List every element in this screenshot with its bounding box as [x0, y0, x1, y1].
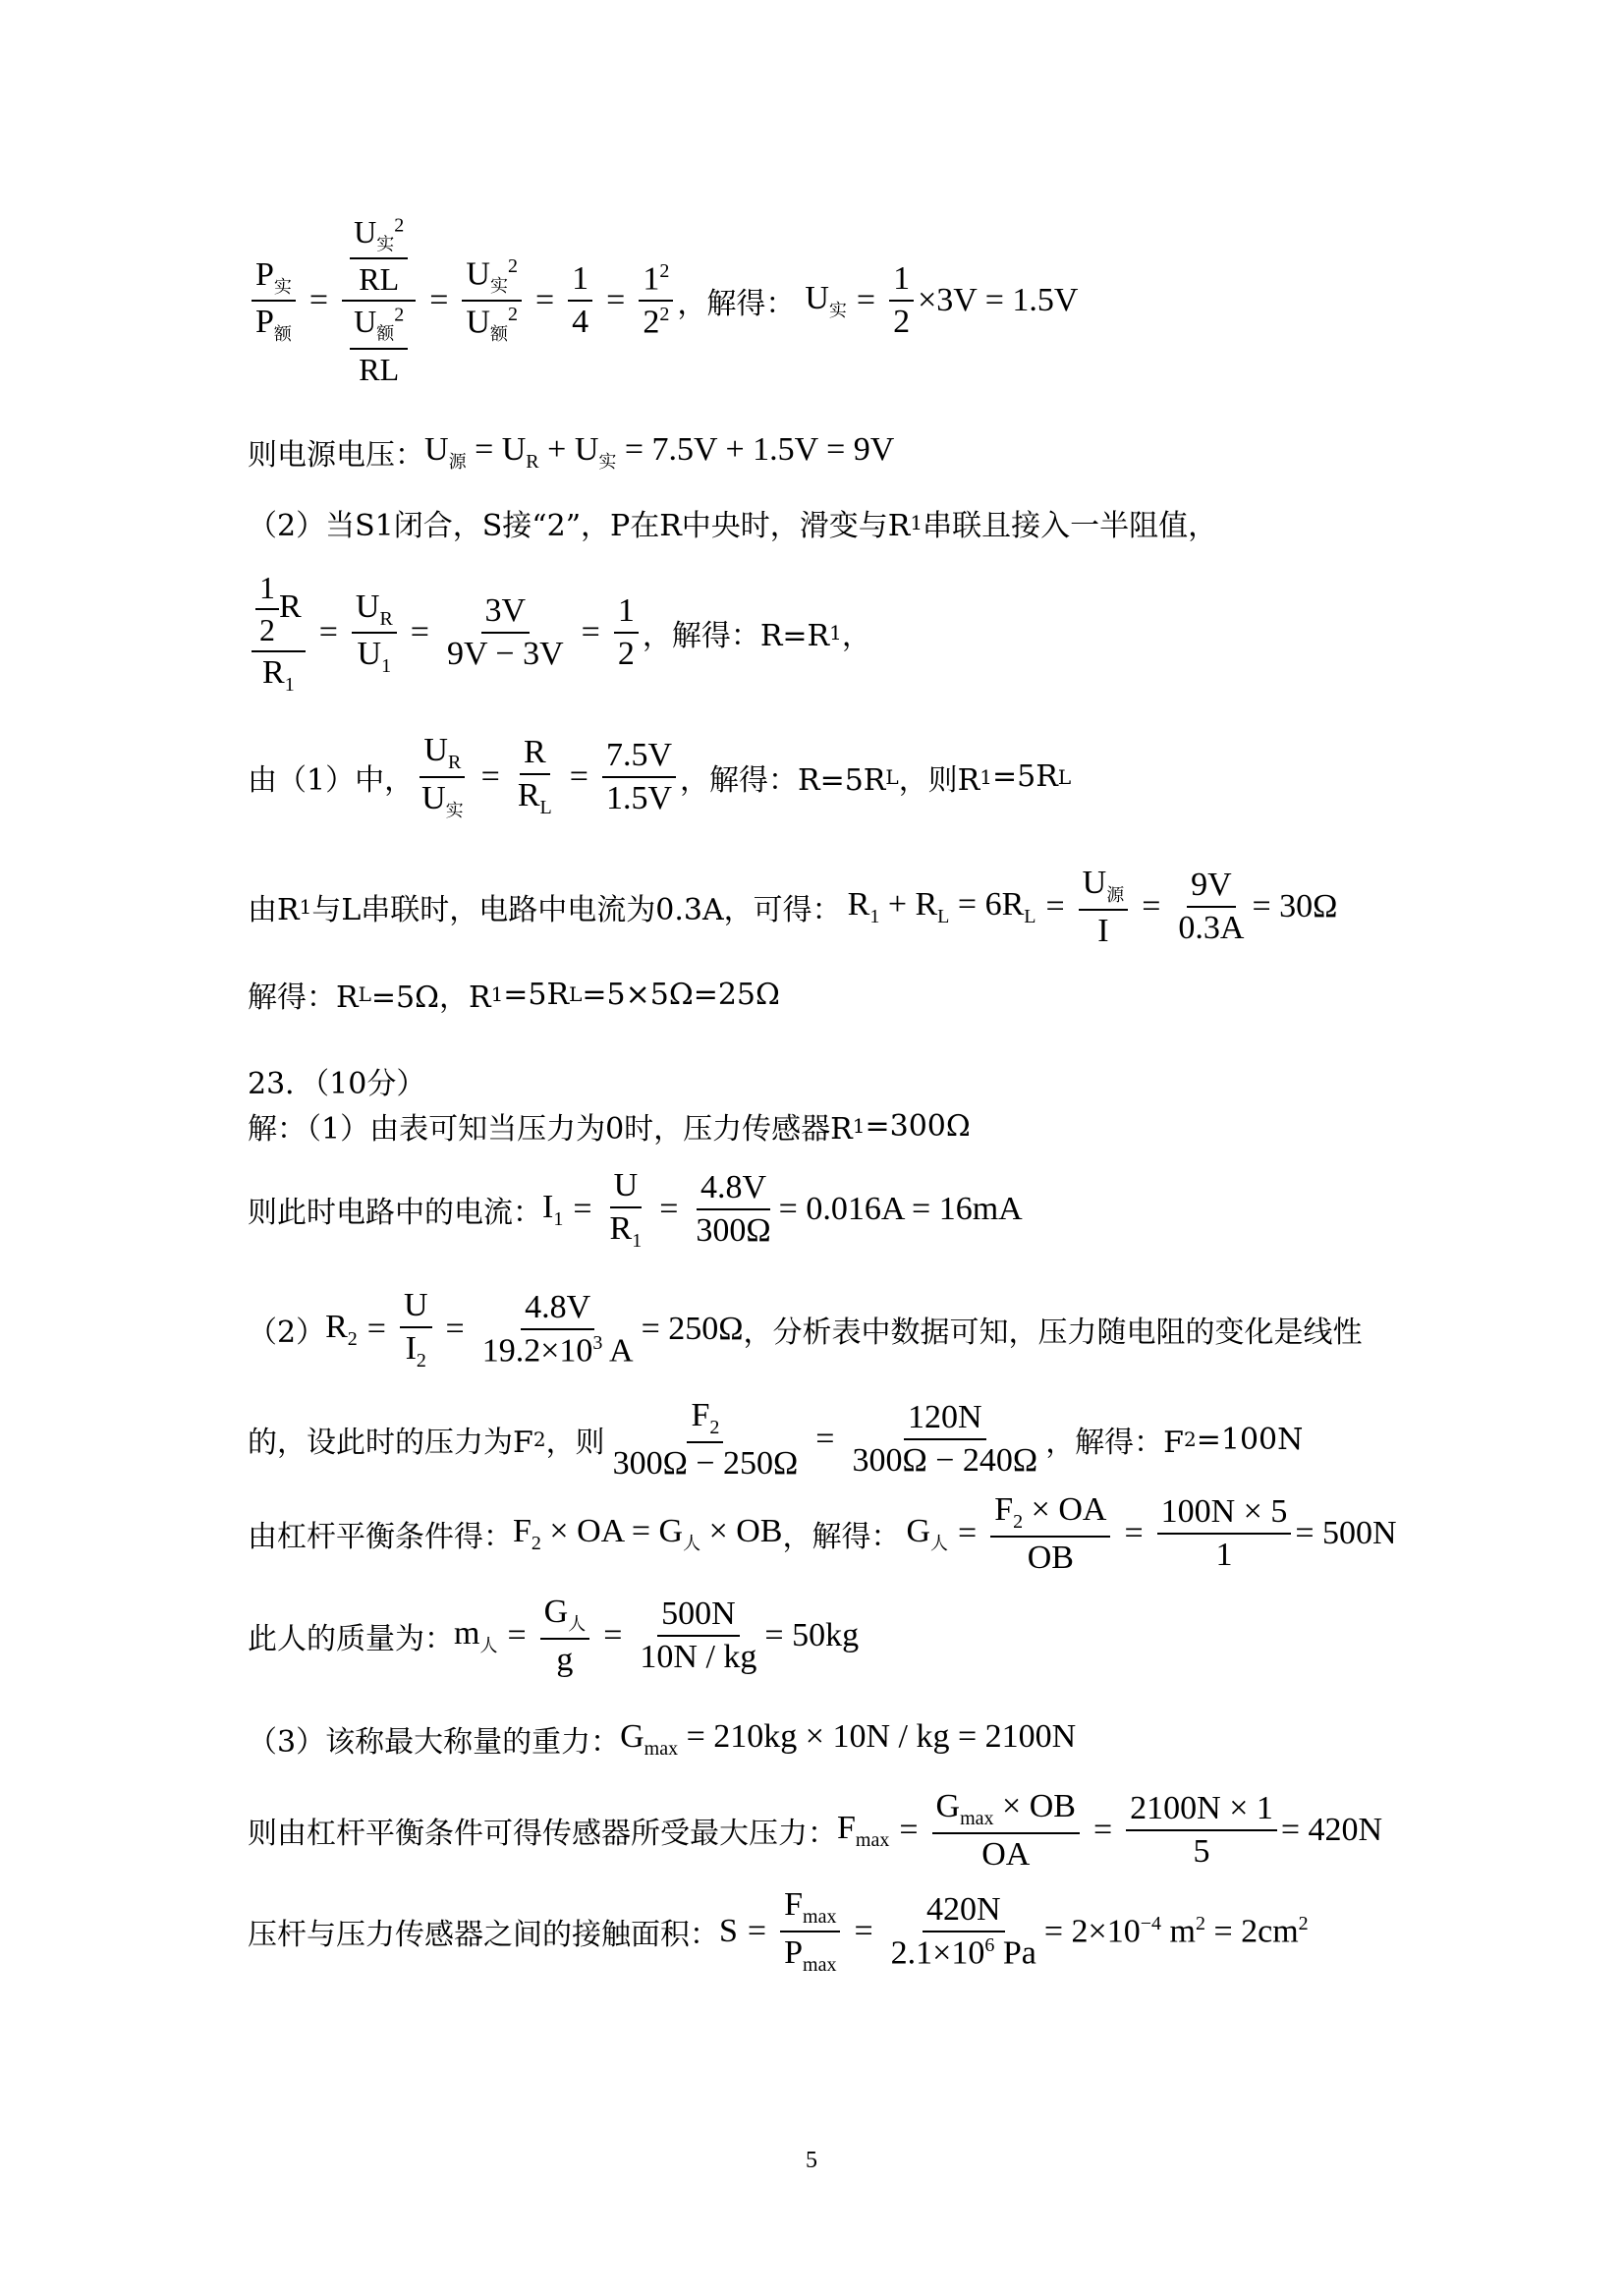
text-part2-label: （2）: [248, 1316, 326, 1351]
formula-f2: 的，设此时的压力为F 2 ，则 $\frac{F_2}{300\Omega - 250\Omega}$ = $\frac{120N}{300\Omega - 240\Omega}$ ，解得：F 2 =100N: [248, 1397, 1304, 1482]
text-lever: 由杠杆平衡条件得：: [248, 1520, 513, 1555]
sub-1: 1: [299, 895, 312, 920]
sub-l: L: [1057, 764, 1072, 789]
text-part2: （2）当S1闭合，S接“2”，P在R中央时，滑变与R: [248, 509, 911, 543]
formula-series-current: 由R 1 与L串联时，电路中电流为0.3A，可得： $R_1 + R_L = 6R_L$ = $\frac{U_源}{I}$ = $\frac{9V}{0.3A}$ = 30Ω: [248, 865, 1338, 949]
sub-2: 2: [532, 1428, 546, 1452]
text-comma: ，: [841, 619, 871, 654]
text-solve: ，解得：: [782, 1520, 901, 1555]
sub-2: 2: [1184, 1428, 1197, 1452]
sub-1: 1: [979, 764, 993, 789]
sub-l: L: [885, 764, 899, 789]
text-5r: =5R: [992, 759, 1058, 795]
text-solve-r: ，解得：R=R: [642, 619, 830, 654]
formula-gmax: （3）该称最大称量的重力： $G_{max} = 210kg \times 10N$ / kg = 2100N: [248, 1717, 1077, 1760]
formula-current: 则此时电路中的电流： $I_1$ = $\frac{U}{R_1}$ = $\frac{4.8V}{300\Omega}$ = 0.016A = 16mA: [248, 1167, 1023, 1252]
formula-mass: 此人的质量为： $m_人$ = $\frac{G_人}{g}$ = $\frac{500N}{10N / kg}$ = 50kg: [248, 1594, 860, 1678]
formula-fmax: 则由杠杆平衡条件可得传感器所受最大压力： $F_{max}$ = $\frac{G_{max} \times OB}{OA}$ = $\frac{2100N \times 1}{5}$ = 420N: [248, 1788, 1383, 1873]
text-solve: 解得：R: [248, 980, 359, 1015]
text-sensor: 解：（1）由表可知当压力为0时，压力传感器R: [248, 1112, 853, 1147]
text-solve: ，解得：: [677, 287, 796, 322]
text-25ohm: =5×5Ω=25Ω: [582, 977, 780, 1012]
text-then: ，则R: [898, 762, 980, 798]
fraction-nested: $\frac{\frac{U_实^2}{RL}}{\frac{U_额^2}{RL}}$: [342, 214, 416, 388]
sub-l: L: [569, 982, 583, 1006]
sub-1: 1: [852, 1114, 866, 1138]
formula-r2: （2） $R_2$ = $\frac{U}{I_2}$ = $\frac{4.8V}{19.2\times 10^3 A}$ = 250Ω ，分析表中数据可知，压力随电阻的变化是线性: [248, 1287, 1363, 1372]
text-gmax: （3）该称最大称量的重力：: [248, 1725, 621, 1760]
page-number: 5: [806, 2148, 817, 2173]
formula-lever: 由杠杆平衡条件得： $F_2$ × OA = $G_人$ × OB ，解得： $G_人$ = $\frac{F_2 \times OA}{OB}$ = $\frac{100N \times 5}{1}$ = 500N: [248, 1491, 1397, 1576]
formula-source-voltage: 则电源电压： $U_源 = U_R + U_实 = 7.5V + 1.5V = 9V$: [248, 430, 895, 473]
text-series: 与L串联时，电路中电流为0.3A，可得：: [311, 893, 842, 928]
text-solve-f2: ，解得：F: [1045, 1426, 1185, 1461]
text-solve-rl: [248, 973, 780, 1016]
text-300ohm: =300Ω: [865, 1108, 971, 1144]
text-part2-tail: 串联且接入一半阻值，: [923, 509, 1218, 543]
formula-area: 压杆与压力传感器之间的接触面积： S = $\frac{F_{max}}{P_{max}}$ = $\frac{420N}{2.1\times 10^6 Pa}$ = $2\times 10^{-4}$ $m^2 = 2cm^2$: [248, 1886, 1309, 1976]
formula-r-ratio: $\frac{1}{2}$ R $R_1$ = $\frac{U_R}{U_1}$ = $\frac{3V}{9V - 3V}$ = $\frac{1}{2}$ ，解得：R=R 1 ，: [248, 570, 871, 697]
text-area: 压杆与压力传感器之间的接触面积：: [248, 1917, 719, 1952]
text-part1-sensor: [248, 1104, 971, 1148]
text-then: ，则: [545, 1426, 605, 1461]
text-solve-5r: ，解得：R=5R: [680, 762, 886, 798]
sub-1: 1: [829, 621, 842, 645]
text-by-r: 由R: [248, 893, 300, 928]
question-23-heading: [248, 1059, 425, 1102]
text-set-f2: 的，设此时的压力为F: [248, 1426, 533, 1461]
text-mass: 此人的质量为：: [248, 1622, 454, 1657]
sub-1: 1: [910, 511, 923, 534]
text-current: 则此时电路中的电流：: [248, 1196, 542, 1231]
text-from-1: 由（1）中，: [248, 762, 415, 798]
text-linear: ，分析表中数据可知，压力随电阻的变化是线性: [743, 1316, 1363, 1351]
formula-power-ratio: $\frac{P_实}{P_额}$ = $\frac{\frac{U_实^2}{RL}}{\frac{U_额^2}{RL}}$ = $\frac{U_实^2}{U_额^2}$ = $\frac{1}{4}$ = $\frac{1^2}{2^2}$ ，解得： $U_实$ = $\frac{1}{2}$ ×3V = 1.5V: [248, 214, 1078, 388]
sub-1: 1: [490, 982, 504, 1006]
text-part2-intro: [248, 501, 1217, 544]
text-5r: =5R: [503, 977, 570, 1012]
fraction-p-ratio: $\frac{P_实}{P_额}$: [252, 256, 296, 347]
text-fmax: 则由杠杆平衡条件可得传感器所受最大压力：: [248, 1817, 837, 1852]
text-5ohm: =5Ω，R: [370, 980, 491, 1015]
text-q23: 23．（10分）: [248, 1067, 426, 1101]
text-label: 则电源电压：: [248, 438, 424, 473]
text-100n: =100N: [1196, 1422, 1304, 1457]
formula-from-part1: 由（1）中， $\frac{U_R}{U_实}$ = $\frac{R}{R_L}$ = $\frac{7.5V}{1.5V}$ ，解得：R=5R L ，则R 1 =5R L: [248, 732, 1072, 821]
sub-l: L: [358, 982, 371, 1006]
